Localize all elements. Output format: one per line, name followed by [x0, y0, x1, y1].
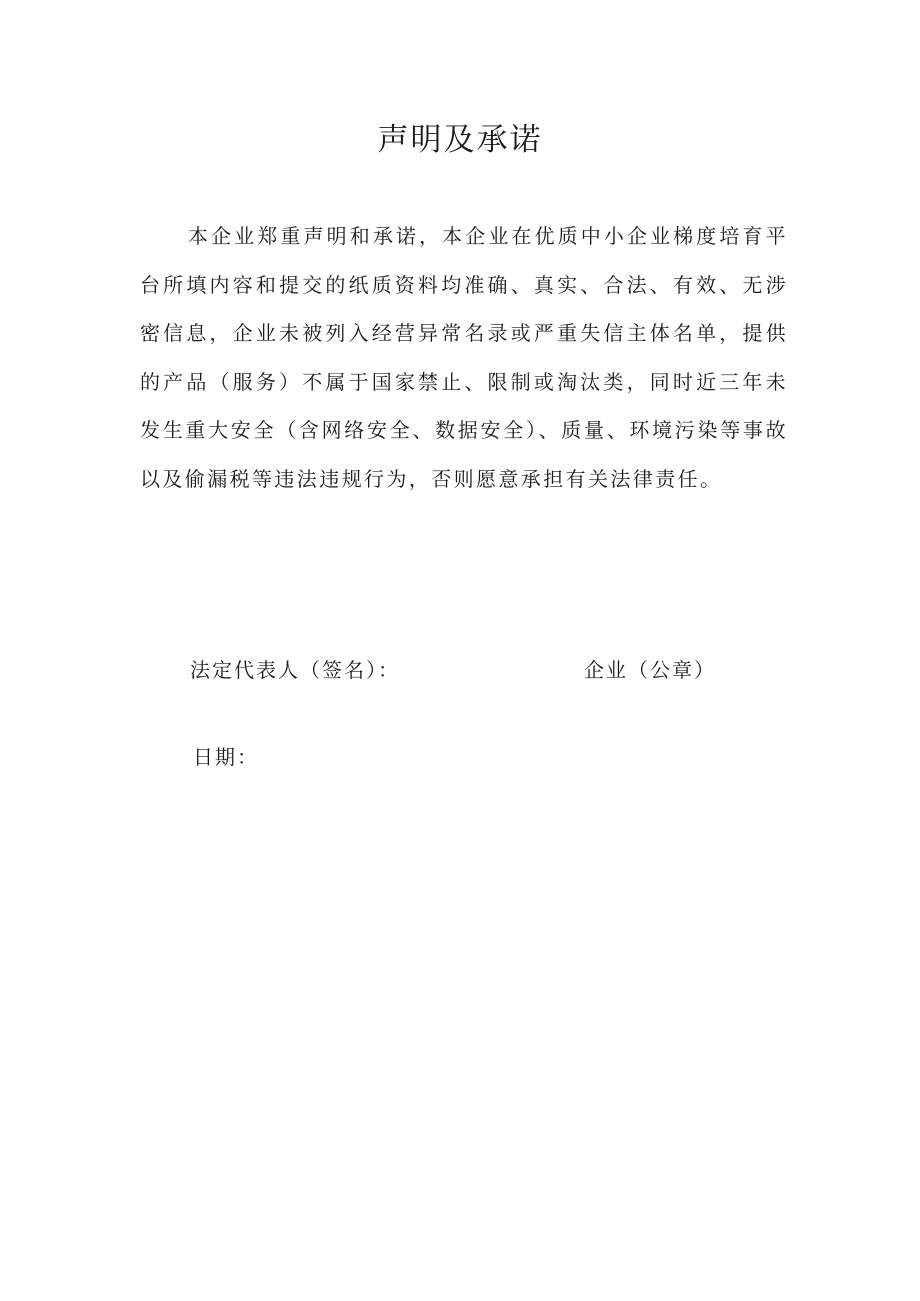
date-label: 日期：	[193, 745, 259, 769]
document-title: 声明及承诺	[377, 122, 543, 158]
legal-representative-signature-label: 法定代表人（签名）：	[190, 658, 400, 682]
company-seal-label: 企业（公章）	[584, 658, 716, 682]
declaration-paragraph: 本企业郑重声明和承诺，本企业在优质中小企业梯度培育平台所填内容和提交的纸质资料均准确、真实、合法、有效、无涉密信息，企业未被列入经营异常名录或严重失信主体名单，提供的产品（服务）不属于国家禁止、限制或淘汰类，同时近三年未发生重大安全（含网络安全、数据安全）、质量、环境污染等事故以及偷漏税等违法违规行为，否则愿意承担有关法律责任。	[140, 224, 788, 491]
